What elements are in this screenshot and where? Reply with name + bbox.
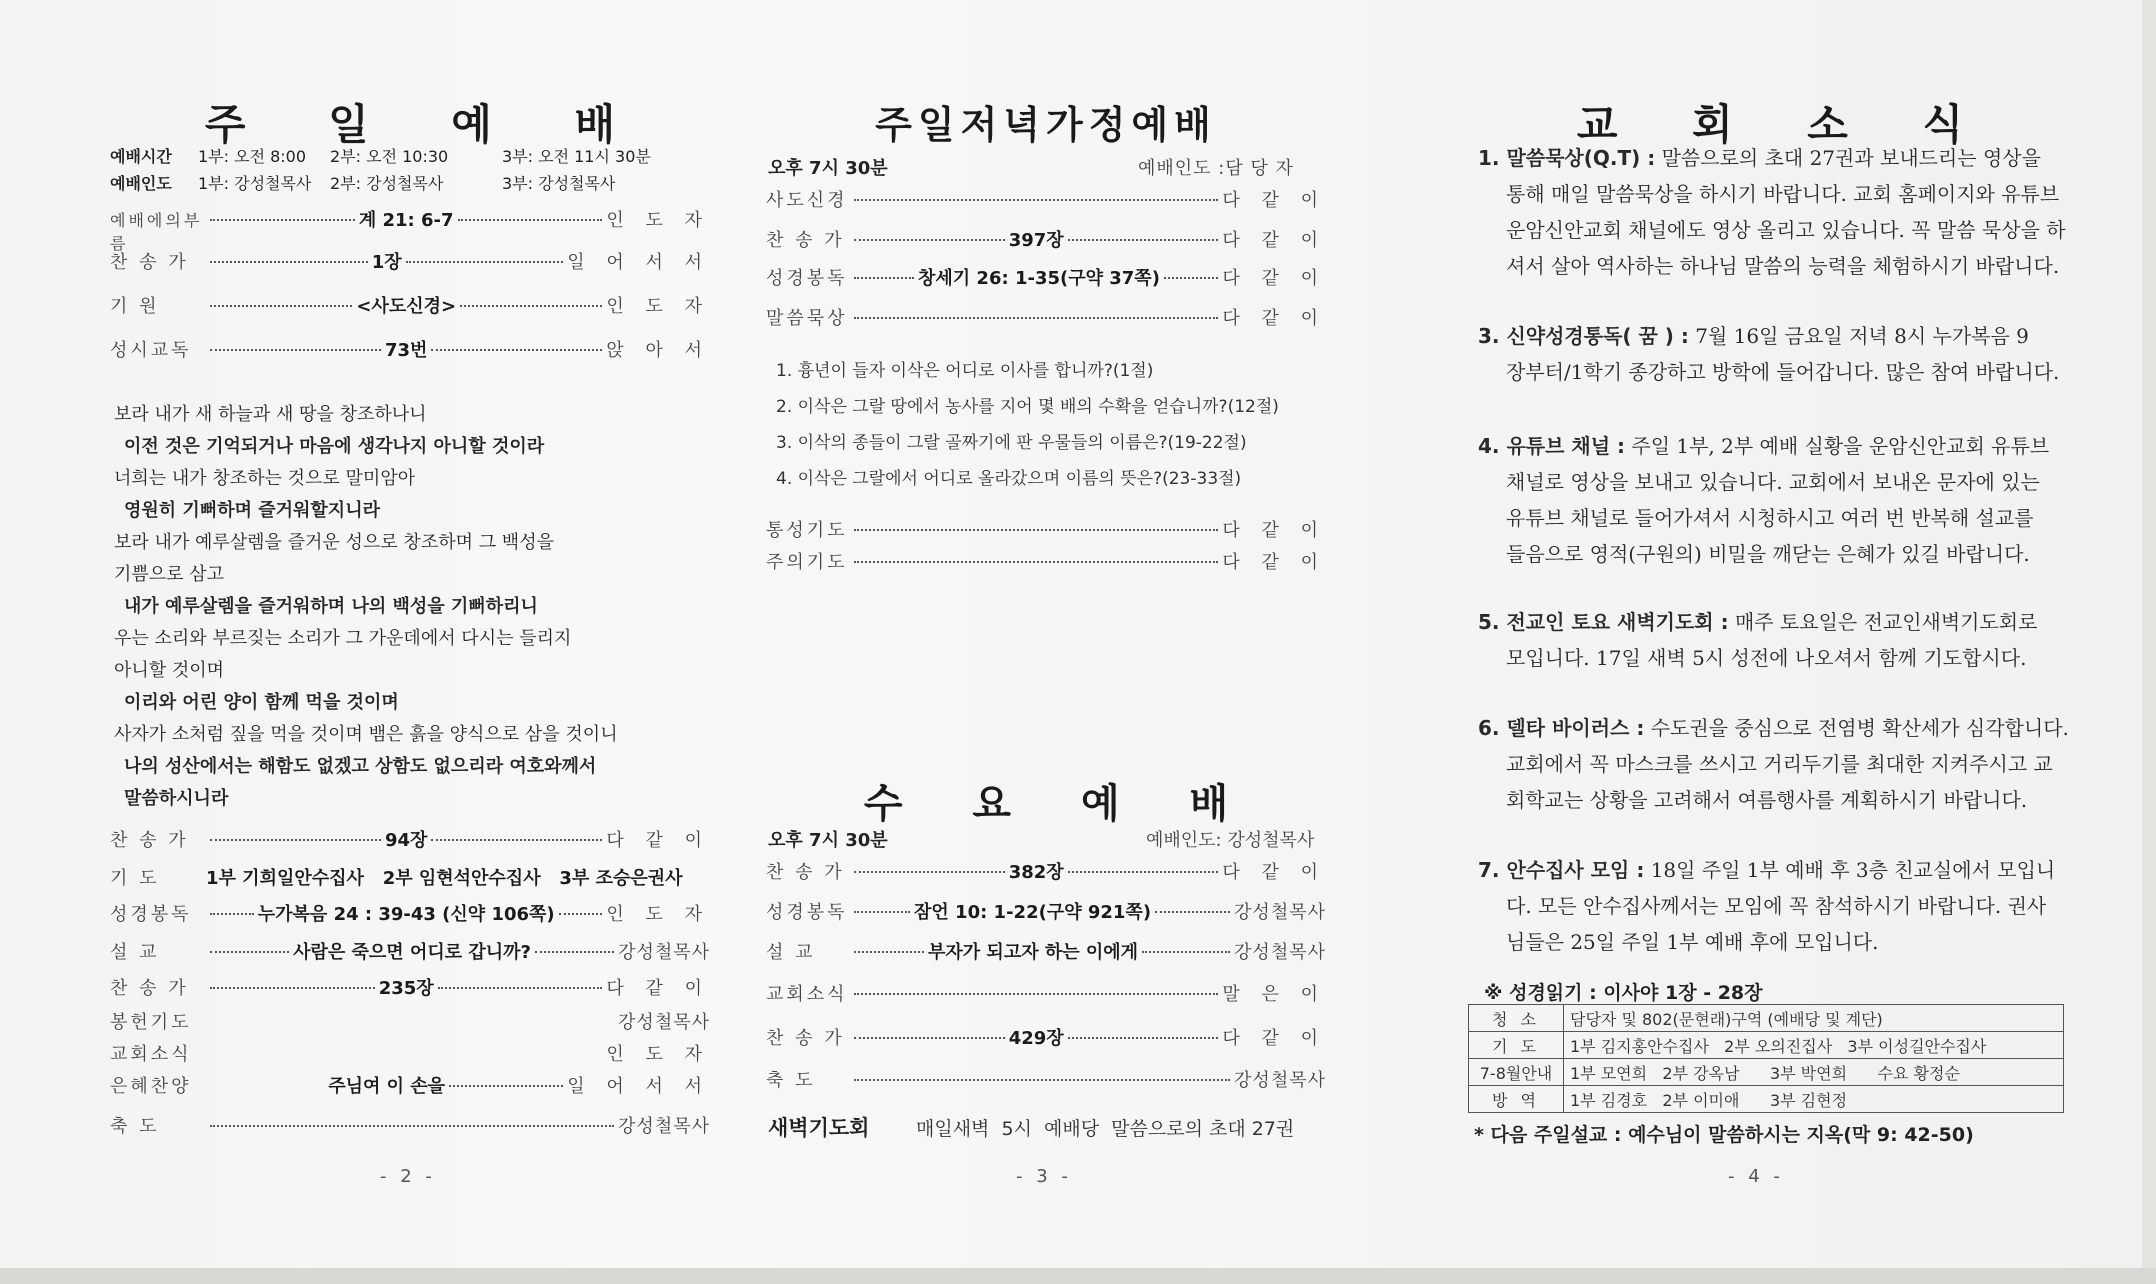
order-row-call: [110, 206, 710, 254]
news-line: 채널로 영상을 보내고 있습니다. 교회에서 보내온 문자에 있는: [1506, 470, 2040, 494]
reading-line: 기쁨으로 삼고: [114, 564, 225, 585]
order-row-news: [110, 1040, 710, 1066]
order-who: 앉 아 서: [606, 340, 711, 361]
news-heading: 3. 신약성경통독( 꿈 ) :: [1478, 324, 1689, 348]
service-leader-3: 3부: 강성철목사: [502, 174, 616, 193]
news-line: 주일 1부, 2부 예배 실황을 운암신안교회 유튜브: [1631, 434, 2050, 458]
order-who: 인 도 자: [606, 296, 711, 317]
table-row: [1469, 1059, 2064, 1086]
news-item-5: [1478, 604, 2078, 676]
page-edge: [2142, 0, 2156, 1284]
order-item: 94장: [384, 830, 428, 851]
order-item: 73번: [384, 340, 428, 361]
order-label: 기 도: [110, 868, 160, 889]
order-item: 1장: [371, 252, 402, 273]
duty-key: 청 소: [1469, 1005, 1564, 1032]
news-line: 유튜브 채널로 들어가셔서 시청하시고 여러 번 반복해 설교를: [1506, 506, 2034, 530]
order-who: 일 어 서 서: [567, 252, 711, 273]
order-item: 235장: [378, 978, 434, 999]
order-label: 찬 송 가: [766, 230, 845, 251]
order-row-sermon: [110, 938, 710, 964]
evening-row: [766, 226, 1326, 252]
reading-line: 사자가 소처럼 짚을 먹을 것이며 뱀은 흙을 양식으로 삼을 것이니: [114, 724, 618, 745]
table-row: [1469, 1005, 2064, 1032]
news-line: 모입니다. 17일 새벽 5시 성전에 나오셔서 함께 기도합시다.: [1506, 646, 2027, 670]
order-who: 강성철목사: [618, 942, 711, 963]
page-3-column: [766, 0, 1326, 1284]
order-who: 강성철목사: [1234, 1070, 1326, 1091]
news-line: 들음으로 영적(구원의) 비밀을 깨닫는 은혜가 있길 바랍니다.: [1506, 542, 2030, 566]
order-label: 기 원: [110, 296, 160, 317]
evening-row: [766, 304, 1326, 330]
wednesday-row: [766, 980, 1326, 1006]
news-heading: 1. 말씀묵상(Q.T) :: [1478, 146, 1656, 170]
duty-value: 담당자 및 802(문현래)구역 (예배당 및 계단): [1564, 1005, 2064, 1032]
order-who: 말 은 이: [1222, 984, 1326, 1005]
news-line: 7월 16일 금요일 저녁 8시 누가복음 9: [1695, 324, 2029, 348]
order-label: 교회소식: [110, 1044, 192, 1065]
order-who: 다 같 이: [1222, 190, 1326, 211]
news-line: 운암신안교회 채널에도 영상 올리고 있습니다. 꼭 말씀 묵상을 하: [1506, 218, 2066, 242]
meditation-question: 3. 이삭의 종들이 그랄 골짜기에 판 우물들의 이름은?(19-22절): [776, 433, 1247, 453]
order-row-hymn-3: [110, 974, 710, 1000]
reading-line: 내가 예루살렘을 즐거워하며 나의 백성을 기뻐하리니: [124, 596, 538, 617]
evening-row: [766, 548, 1326, 574]
evening-service-title: 주일저녁가정예배: [875, 102, 1217, 147]
order-who: 다 같 이: [1222, 552, 1326, 573]
order-row-benediction: [110, 1112, 710, 1138]
order-who: 다 같 이: [1222, 520, 1326, 541]
news-item-3: [1478, 318, 2078, 390]
order-label: 성경봉독: [766, 902, 848, 923]
news-line: 수도권을 중심으로 전염병 확산세가 심각합니다.: [1650, 716, 2069, 740]
service-time-label: 예배시간: [110, 147, 172, 166]
service-leader-label: 예배인도: [110, 174, 172, 193]
order-who: 일 어 서 서: [567, 1076, 710, 1097]
reading-line: 영원히 기뻐하며 즐거워할지니라: [124, 500, 380, 521]
service-leader-2: 2부: 강성철목사: [330, 174, 444, 193]
order-who: 다 같 이: [606, 978, 711, 999]
order-item: 사람은 죽으면 어디로 갑니까?: [293, 942, 531, 963]
church-news-title: 교 회 소 식: [1576, 100, 1994, 149]
evening-row: [766, 186, 1326, 212]
order-label: 교회소식: [766, 984, 848, 1005]
order-label: 예배에의부름: [110, 211, 203, 253]
next-sermon-note: * 다음 주일설교 : 예수님이 말씀하시는 지옥(막 9: 42-50): [1474, 1124, 1974, 1146]
duty-key: 방 역: [1469, 1086, 1564, 1113]
news-line: 매주 토요일은 전교인새벽기도회로: [1734, 610, 2038, 634]
wednesday-service-title: 수 요 예 배: [863, 780, 1257, 827]
order-label: 통성기도: [766, 520, 848, 541]
order-who: 다 같 이: [606, 830, 711, 851]
evening-row: [766, 264, 1326, 290]
duty-table: [1468, 1004, 2064, 1113]
news-line: 님들은 25일 주일 1부 예배 후에 모입니다.: [1506, 930, 1879, 954]
order-item: 397장: [1008, 230, 1064, 251]
wednesday-leader: 예배인도: 강성철목사: [1146, 830, 1315, 851]
order-item: 계 21: 6-7: [358, 210, 454, 231]
order-who: 인 도 자: [606, 210, 710, 231]
wednesday-row: [766, 1066, 1326, 1092]
evening-row: [766, 516, 1326, 542]
order-item: 382장: [1008, 862, 1064, 883]
duty-key: 7-8월안내: [1469, 1059, 1564, 1086]
sunday-service-title: 주 일 예 배: [204, 100, 650, 149]
page-number: - 3 -: [1016, 1166, 1072, 1187]
news-line: 다. 모든 안수집사께서는 모임에 꼭 참석하시기 바랍니다. 권사: [1506, 894, 2047, 918]
reading-line: 말씀하시니라: [124, 788, 229, 809]
order-who: 강성철목사: [618, 1116, 710, 1137]
table-row: [1469, 1032, 2064, 1059]
news-heading: 4. 유튜브 채널 :: [1478, 434, 1626, 458]
order-who: 다 같 이: [1222, 1028, 1327, 1049]
news-line: 말씀으로의 초대 27권과 보내드리는 영상을: [1661, 146, 2041, 170]
news-heading: 6. 델타 바이러스 :: [1478, 716, 1645, 740]
news-item-1: [1478, 140, 2078, 284]
news-heading: 7. 안수집사 모임 :: [1478, 858, 1645, 882]
order-row-responsive: [110, 336, 710, 362]
order-item: 창세기 26: 1-35(구약 37쪽): [918, 268, 1160, 289]
meditation-question: 2. 이삭은 그랄 땅에서 농사를 지어 몇 배의 수확을 얻습니까?(12절): [776, 397, 1279, 417]
order-row-invocation: [110, 292, 710, 318]
reading-line: 보라 내가 예루살렘을 즐거운 성으로 창조하며 그 백성을: [114, 532, 554, 553]
meditation-question: 4. 이삭은 그랄에서 어디로 올라갔으며 이름의 뜻은?(23-33절): [776, 469, 1242, 489]
order-label: 은혜찬양: [110, 1076, 192, 1097]
page-2-column: [110, 0, 710, 1284]
order-item: <사도신경>: [356, 296, 457, 317]
order-who: 다 같 이: [1222, 862, 1327, 883]
order-row-hymn: [110, 248, 710, 274]
page-number: - 2 -: [380, 1166, 436, 1187]
order-label: 찬 송 가: [110, 978, 189, 999]
order-who: 다 같 이: [1222, 308, 1326, 329]
wednesday-row: [766, 858, 1326, 884]
order-row-praise: [110, 1072, 710, 1098]
dawn-prayer-label: 새벽기도회: [768, 1116, 870, 1140]
order-who: 강성철목사: [1234, 902, 1326, 923]
reading-line: 보라 내가 새 하늘과 새 땅을 창조하나니: [114, 404, 427, 425]
prayer-names: 1부 기희일안수집사 2부 임현석안수집사 3부 조승은권사: [206, 868, 683, 889]
order-row-hymn-2: [110, 826, 710, 852]
wednesday-row: [766, 938, 1326, 964]
dawn-prayer-text: 매일새벽 5시 예배당 말씀으로의 초대 27권: [916, 1118, 1295, 1140]
table-row: [1469, 1086, 2064, 1113]
order-label: 설 교: [766, 942, 816, 963]
order-item: 부자가 되고자 하는 이에게: [928, 942, 1139, 963]
order-label: 축 도: [110, 1116, 160, 1137]
page-number: - 4 -: [1728, 1166, 1784, 1187]
reading-line: 우는 소리와 부르짖는 소리가 그 가운데에서 다시는 들리지: [114, 628, 572, 649]
order-who: 강성철목사: [618, 1012, 710, 1033]
order-label: 찬 송 가: [110, 830, 189, 851]
order-item: 누가복음 24 : 39-43 (신약 106쪽): [257, 904, 555, 925]
order-label: 성경봉독: [110, 904, 192, 925]
order-item: 주님여 이 손을: [328, 1076, 446, 1097]
order-label: 설 교: [110, 942, 160, 963]
meditation-question: 1. 흉년이 들자 이삭은 어디로 이사를 합니까?(1절): [776, 361, 1154, 381]
wednesday-time: 오후 7시 30분: [768, 830, 888, 851]
order-label: 축 도: [766, 1070, 816, 1091]
news-line: 통해 매일 말씀묵상을 하시기 바랍니다. 교회 홈페이지와 유튜브: [1506, 182, 2060, 206]
news-line: 셔서 살아 역사하는 하나님 말씀의 능력을 체험하시기 바랍니다.: [1506, 254, 2060, 278]
reading-line: 이리와 어린 양이 함께 먹을 것이며: [124, 692, 399, 713]
order-who: 강성철목사: [1234, 942, 1326, 963]
news-item-7: [1478, 852, 2078, 960]
duty-value: 1부 모연희 2부 강옥남 3부 박연희 수요 황정순: [1564, 1059, 2064, 1086]
service-leader-1: 1부: 강성철목사: [198, 174, 312, 193]
evening-time: 오후 7시 30분: [768, 158, 888, 179]
order-item: 429장: [1008, 1028, 1064, 1049]
reading-line: 너희는 내가 창조하는 것으로 말미암아: [114, 468, 416, 489]
order-label: 찬 송 가: [766, 1028, 845, 1049]
wednesday-row: [766, 1024, 1326, 1050]
order-row-offering: [110, 1008, 710, 1034]
order-who: 인 도 자: [606, 904, 710, 925]
news-line: 회학교는 상황을 고려해서 여름행사를 계획하시기 바랍니다.: [1506, 788, 2028, 812]
order-label: 사도신경: [766, 190, 848, 211]
reading-line: 나의 성산에서는 해함도 없겠고 상함도 없으리라 여호와께서: [124, 756, 597, 777]
order-label: 찬 송 가: [110, 252, 189, 273]
bible-reading-note: ※ 성경읽기 : 이사야 1장 - 28장: [1484, 982, 1763, 1004]
order-who: 다 같 이: [1222, 268, 1326, 289]
duty-key: 기 도: [1469, 1032, 1564, 1059]
news-item-6: [1478, 710, 2078, 818]
news-heading: 5. 전교인 토요 새벽기도회 :: [1478, 610, 1729, 634]
order-item: 잠언 10: 1-22(구약 921쪽): [914, 902, 1152, 923]
order-who: 다 같 이: [1222, 230, 1327, 251]
order-label: 주의기도: [766, 552, 848, 573]
duty-value: 1부 김지홍안수집사 2부 오의진집사 3부 이성길안수집사: [1564, 1032, 2064, 1059]
news-line: 18일 주일 1부 예배 후 3층 친교실에서 모입니: [1650, 858, 2056, 882]
service-time-2: 2부: 오전 10:30: [330, 147, 449, 166]
order-who: 인 도 자: [606, 1044, 710, 1065]
order-label: 성시교독: [110, 340, 192, 361]
news-item-4: [1478, 428, 2078, 572]
order-label: 말씀묵상: [766, 308, 848, 329]
news-line: 장부터/1학기 종강하고 방학에 들어갑니다. 많은 참여 바랍니다.: [1506, 360, 2060, 384]
order-row-prayer: [110, 864, 710, 890]
service-time-1: 1부: 오전 8:00: [198, 147, 307, 166]
news-line: 교회에서 꼭 마스크를 쓰시고 거리두기를 최대한 지켜주시고 교: [1506, 752, 2053, 776]
order-label: 찬 송 가: [766, 862, 845, 883]
order-label: 봉헌기도: [110, 1012, 192, 1033]
evening-leader: 예배인도 :담 당 자: [1138, 158, 1294, 179]
reading-line: 아니할 것이며: [114, 660, 225, 681]
service-time-3: 3부: 오전 11시 30분: [502, 147, 651, 166]
reading-line: 이전 것은 기억되거나 마음에 생각나지 아니할 것이라: [124, 436, 545, 457]
order-row-scripture: [110, 900, 710, 926]
wednesday-row: [766, 898, 1326, 924]
order-label: 성경봉독: [766, 268, 848, 289]
duty-value: 1부 김경호 2부 이미애 3부 김현정: [1564, 1086, 2064, 1113]
